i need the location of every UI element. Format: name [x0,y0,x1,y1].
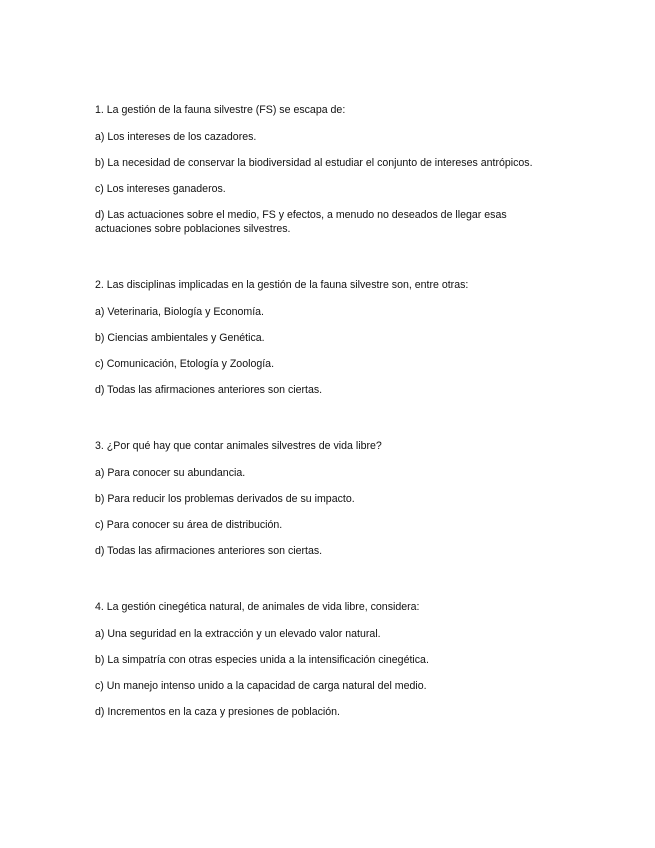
answer-option-d: d) Todas las afirmaciones anteriores son ciertas. [95,384,323,396]
question-title: 2. Las disciplinas implicadas en la gestión de la fauna silvestre son, entre otras: [95,279,469,291]
answer-option-b: b) La simpatría con otras especies unida a la intensificación cinegética. [95,654,429,666]
question-2 [95,278,535,397]
answer-option-a: a) Para conocer su abundancia. [95,467,246,479]
question-3 [95,439,535,558]
answer-option-a: a) Los intereses de los cazadores. [95,131,257,143]
answer-option-b: b) Ciencias ambientales y Genética. [95,332,265,344]
question-4 [95,600,535,719]
answer-option-b: b) Para reducir los problemas derivados de su impacto. [95,493,355,505]
answer-option-d: d) Las actuaciones sobre el medio, FS y efectos, a menudo no deseados de llegar esas actuaciones sobre poblaciones silvestres. [95,209,507,235]
answer-option-d: d) Incrementos en la caza y presiones de población. [95,706,340,718]
answer-option-c: c) Un manejo intenso unido a la capacidad de carga natural del medio. [95,680,427,692]
answer-option-c: c) Comunicación, Etología y Zoología. [95,358,275,370]
answer-option-a: a) Veterinaria, Biología y Economía. [95,306,265,318]
question-title: 1. La gestión de la fauna silvestre (FS) se escapa de: [95,104,346,116]
question-title: 3. ¿Por qué hay que contar animales silvestres de vida libre? [95,440,382,452]
answer-option-d: d) Todas las afirmaciones anteriores son ciertas. [95,545,323,557]
question-title: 4. La gestión cinegética natural, de animales de vida libre, considera: [95,601,420,613]
answer-option-c: c) Para conocer su área de distribución. [95,519,283,531]
answer-option-c: c) Los intereses ganaderos. [95,183,226,195]
answer-option-b: b) La necesidad de conservar la biodiversidad al estudiar el conjunto de intereses antrópicos. [95,157,533,169]
question-list [95,103,535,761]
question-1 [95,103,535,236]
answer-option-a: a) Una seguridad en la extracción y un elevado valor natural. [95,628,381,640]
